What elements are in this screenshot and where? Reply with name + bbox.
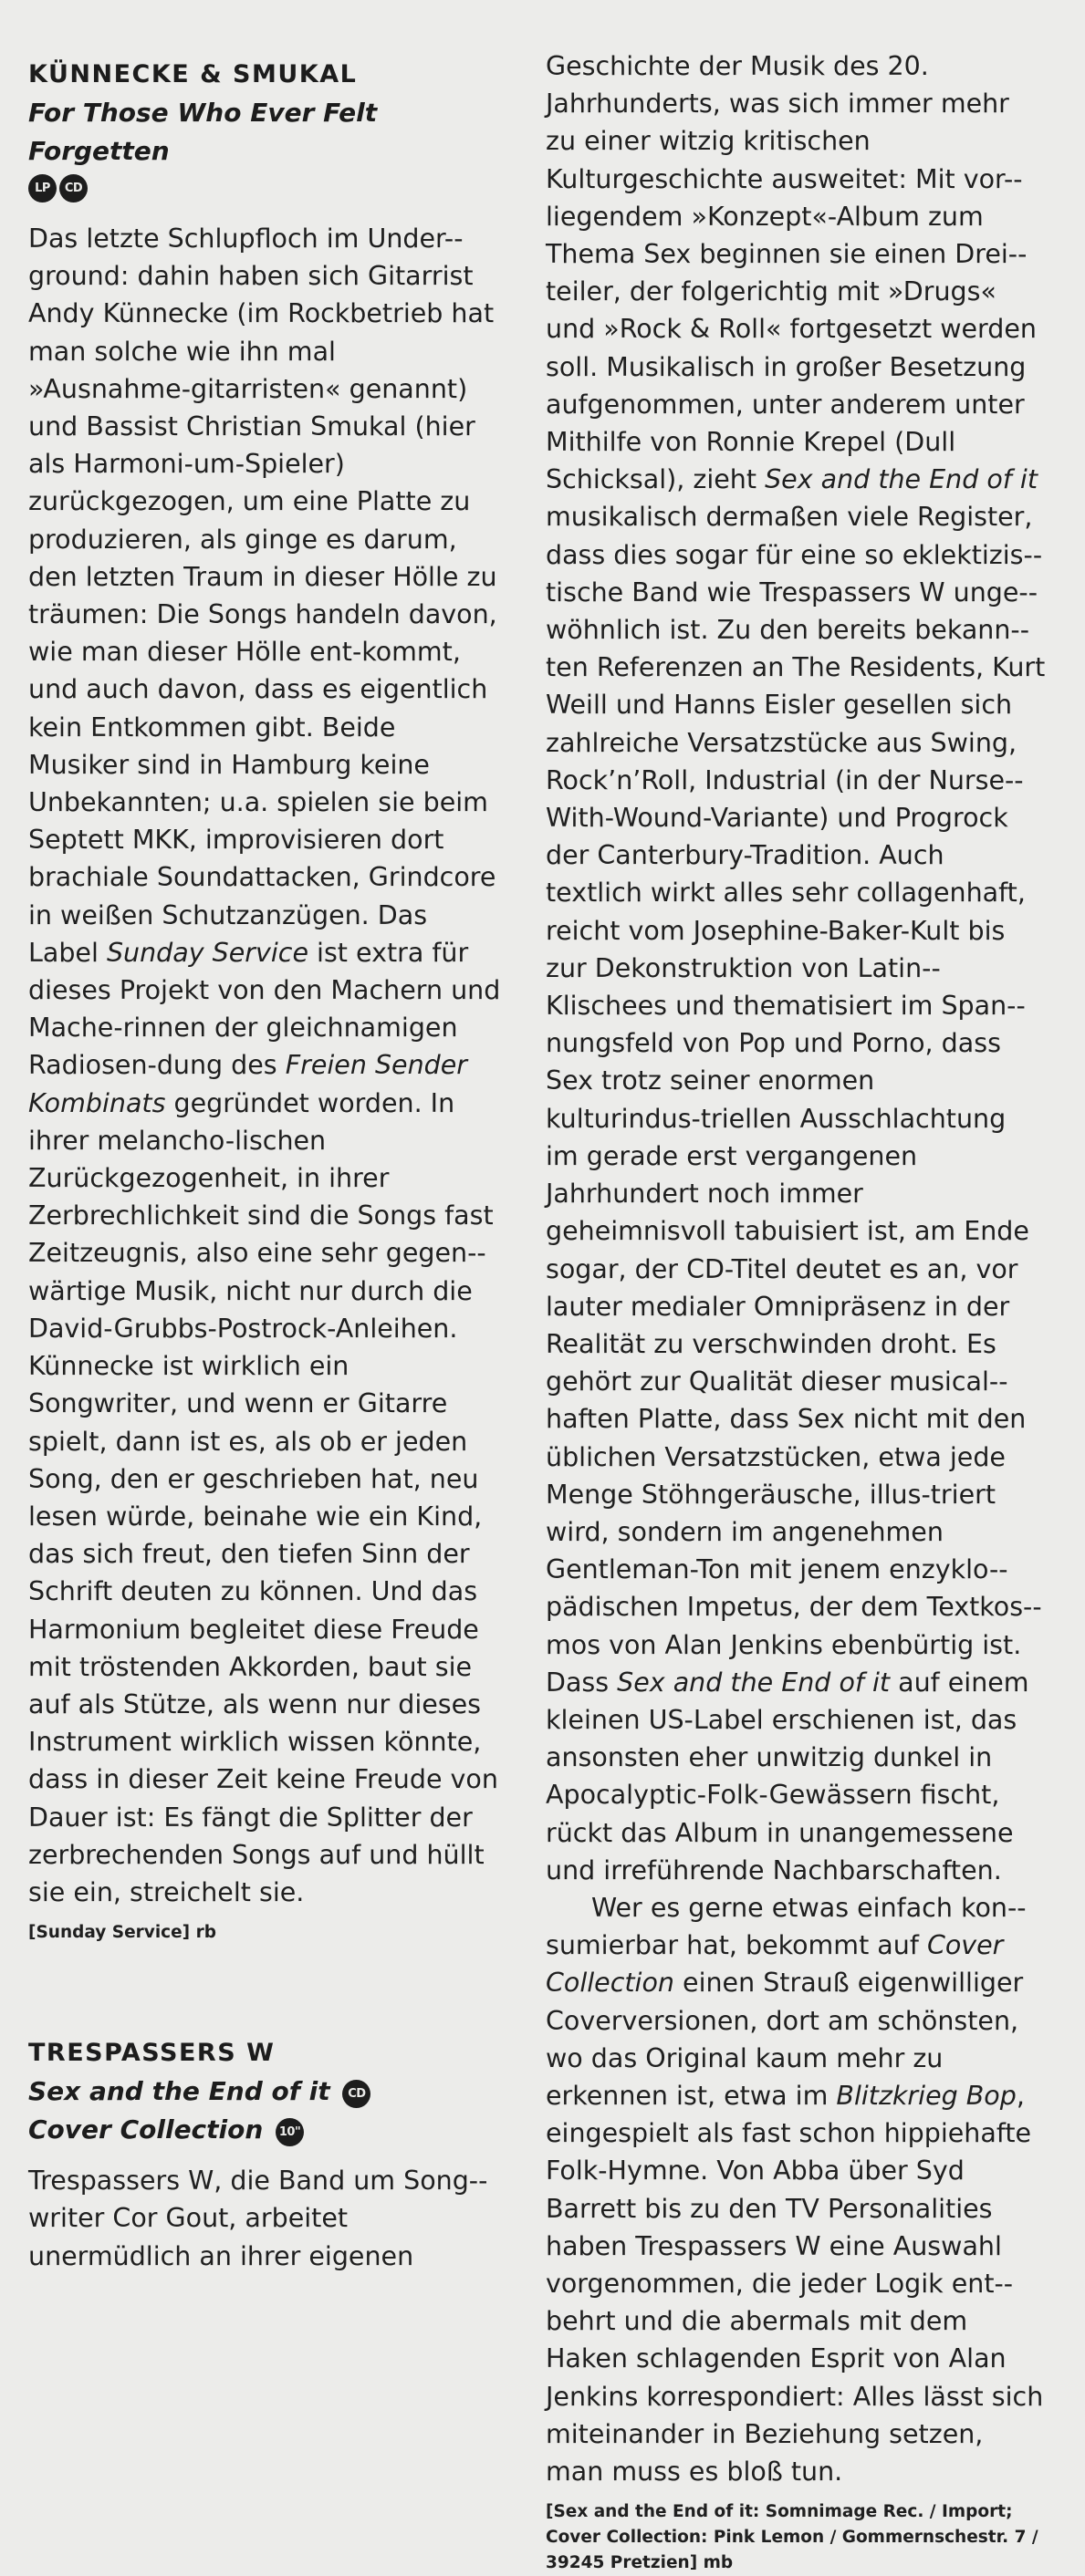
album-title: For Those Who Ever Felt Forgetten [28, 98, 378, 166]
review-body [28, 220, 503, 1911]
album-title-text: Cover Collection [28, 2114, 264, 2145]
artist-name: TRESPASSERS W [28, 2039, 276, 2068]
right-column [546, 47, 1046, 2576]
review-body-part1 [28, 2162, 503, 2275]
paragraph: Wer es gerne etwas einfach kon-sumierbar hat, bekommt auf Cover Collection einen Strauß eigenwilliger Coverversionen, dort am schönsten, wo das Original kaum mehr zu erkennen ist, etwa im Blitzkrieg Bop, eingespielt als fast schon hippiehafte Folk-Hymne. Von Abba über Syd Barrett bis zu den TV Personalities haben Trespassers W eine Auswahl vorgenommen, die jeder Logik ent-behrt und die abermals mit dem Haken schlagenden Esprit von Alan Jenkins korrespondiert: Alles lässt sich miteinander in Beziehung setzen, man muss es bloß tun. [546, 1892, 1044, 2487]
review-kunnecke-smukal [28, 60, 503, 1946]
review-body-part2 [546, 47, 1046, 2490]
left-column [28, 47, 503, 2275]
review-credit: [Sex and the End of it: Somnimage Rec. / Import; Cover Collection: Pink Lemon / Gommernschestr. 7 / 39245 Pretzien] mb [546, 2502, 1038, 2573]
review-credit: [Sunday Service] rb [28, 1923, 216, 1943]
italic-title: Sex and the End of it [765, 464, 1038, 495]
italic-title: Sex and the End of it [617, 1667, 891, 1698]
review-trespassers-w [28, 2039, 503, 2275]
format-cd-icon: CD [59, 174, 88, 203]
italic-title: Freien Sender Kombinats [28, 1050, 467, 1118]
format-badges [28, 174, 503, 205]
italic-title: Cover Collection [546, 1930, 1004, 1999]
format-10inch-icon: 10" [276, 2118, 304, 2146]
album-title [28, 2111, 503, 2149]
paragraph: Trespassers W, die Band um Song-writer Cor Gout, arbeitet unermüdlich an ihrer eigenen [28, 2166, 488, 2271]
format-lp-icon: LP [28, 174, 57, 203]
paragraph: Das letzte Schlupfloch im Under-ground: dahin haben sich Gitarrist Andy Künnecke (im Rockbetrieb hat man solche wie ihn mal »Ausnahme-gitarristen« genannt) und Bassist Christian Smukal (hier als Harmoni-um-Spieler) zurückgezogen, um eine Platte zu produzieren, als ginge es darum, den letzten Traum in dieser Hölle zu träumen: Die Songs handeln davon, wie man dieser Hölle ent-kommt, und auch davon, dass es eigentlich kein Entkommen gibt. Beide Musiker sind in Hamburg keine Unbekannten; u.a. spielen sie beim Septett MKK, improvisieren dort brachiale Soundattacken, Grindcore in weißen Schutzanzügen. Das Label Sunday Service ist extra für dieses Projekt von den Machern und Mache-rinnen der gleichnamigen Radiosen-dung des Freien Sender Kombinats gegründet worden. In ihrer melancho-lischen Zurückgezogenheit, in ihrer Zerbrechlichkeit sind die Songs fast Zeitzeugnis, also eine sehr gegen-wärtige Musik, nicht nur durch die David-Grubbs-Postrock-Anleihen. Künnecke ist wirklich ein Songwriter, und wenn er Gitarre spielt, dann ist es, als ob er jeden Song, den er geschrieben hat, neu lesen würde, beinahe wie ein Kind, das sich freut, den tiefen Sinn der Schrift deuten zu können. Und das Harmonium begleitet diese Freude mit tröstenden Akkorden, baut sie auf als Stütze, als wenn nur dieses Instrument wirklich wissen könnte, dass in dieser Zeit keine Freude von Dauer ist: Es fängt die Splitter der zerbrechenden Songs auf und hüllt sie ein, streichelt sie. [28, 223, 501, 1907]
album-title [28, 2072, 503, 2111]
italic-title: Sunday Service [106, 937, 308, 968]
paragraph-continued: Geschichte der Musik des 20. Jahrhunderts, was sich immer mehr zu einer witzig kritischen Kulturgeschichte ausweitet: Mit vor-liegendem »Konzept«-Album zum Thema Sex beginnen sie einen Drei-teiler, der folgerichtig mit »Drugs« und »Rock & Roll« fortgesetzt werden soll. Musikalisch in großer Besetzung aufgenommen, unter anderem unter Mithilfe von Ronnie Krepel (Dull Schicksal), zieht Sex and the End of it musikalisch dermaßen viele Register, dass dies sogar für eine so eklektizis-tische Band wie Trespassers W unge-wöhnlich ist. Zu den bereits bekann-ten Referenzen an The Residents, Kurt Weill und Hanns Eisler gesellen sich zahlreiche Versatzstücke aus Swing, Rock’n’Roll, Industrial (in der Nurse-With-Wound-Variante) und Progrock der Canterbury-Tradition. Auch textlich wirkt alles sehr collagenhaft, reicht vom Josephine-Baker-Kult bis zur Dekonstruktion von Latin-Klischees und thematisiert im Span-nungsfeld von Pop und Porno, dass Sex trotz seiner enormen kulturindus-triellen Ausschlachtung im gerade erst vergangenen Jahrhundert noch immer geheimnisvoll tabuisiert ist, am Ende sogar, der CD-Titel deutet es an, vor lauter medialer Omnipräsenz in der Realität zu verschwinden droht. Es gehört zur Qualität dieser musical-haften Platte, dass Sex nicht mit den üblichen Versatzstücken, etwa jede Menge Stöhngeräusche, illus-triert wird, sondern im angenehmen Gentleman-Ton mit jenem enzyklo-pädischen Impetus, der dem Textkos-mos von Alan Jenkins ebenbürtig ist. Dass Sex and the End of it auf einem kleinen US-Label erschienen ist, das ansonsten eher unwitzig dunkel in Apocalyptic-Folk-Gewässern fischt, rückt das Album in unangemessene und irreführende Nachbarschaften. [546, 51, 1046, 1885]
format-cd-icon: CD [342, 2080, 370, 2108]
italic-title: Blitzkrieg Bop [836, 2080, 1017, 2111]
artist-name: KÜNNECKE & SMUKAL [28, 60, 358, 88]
album-title-text: Sex and the End of it [28, 2076, 330, 2107]
